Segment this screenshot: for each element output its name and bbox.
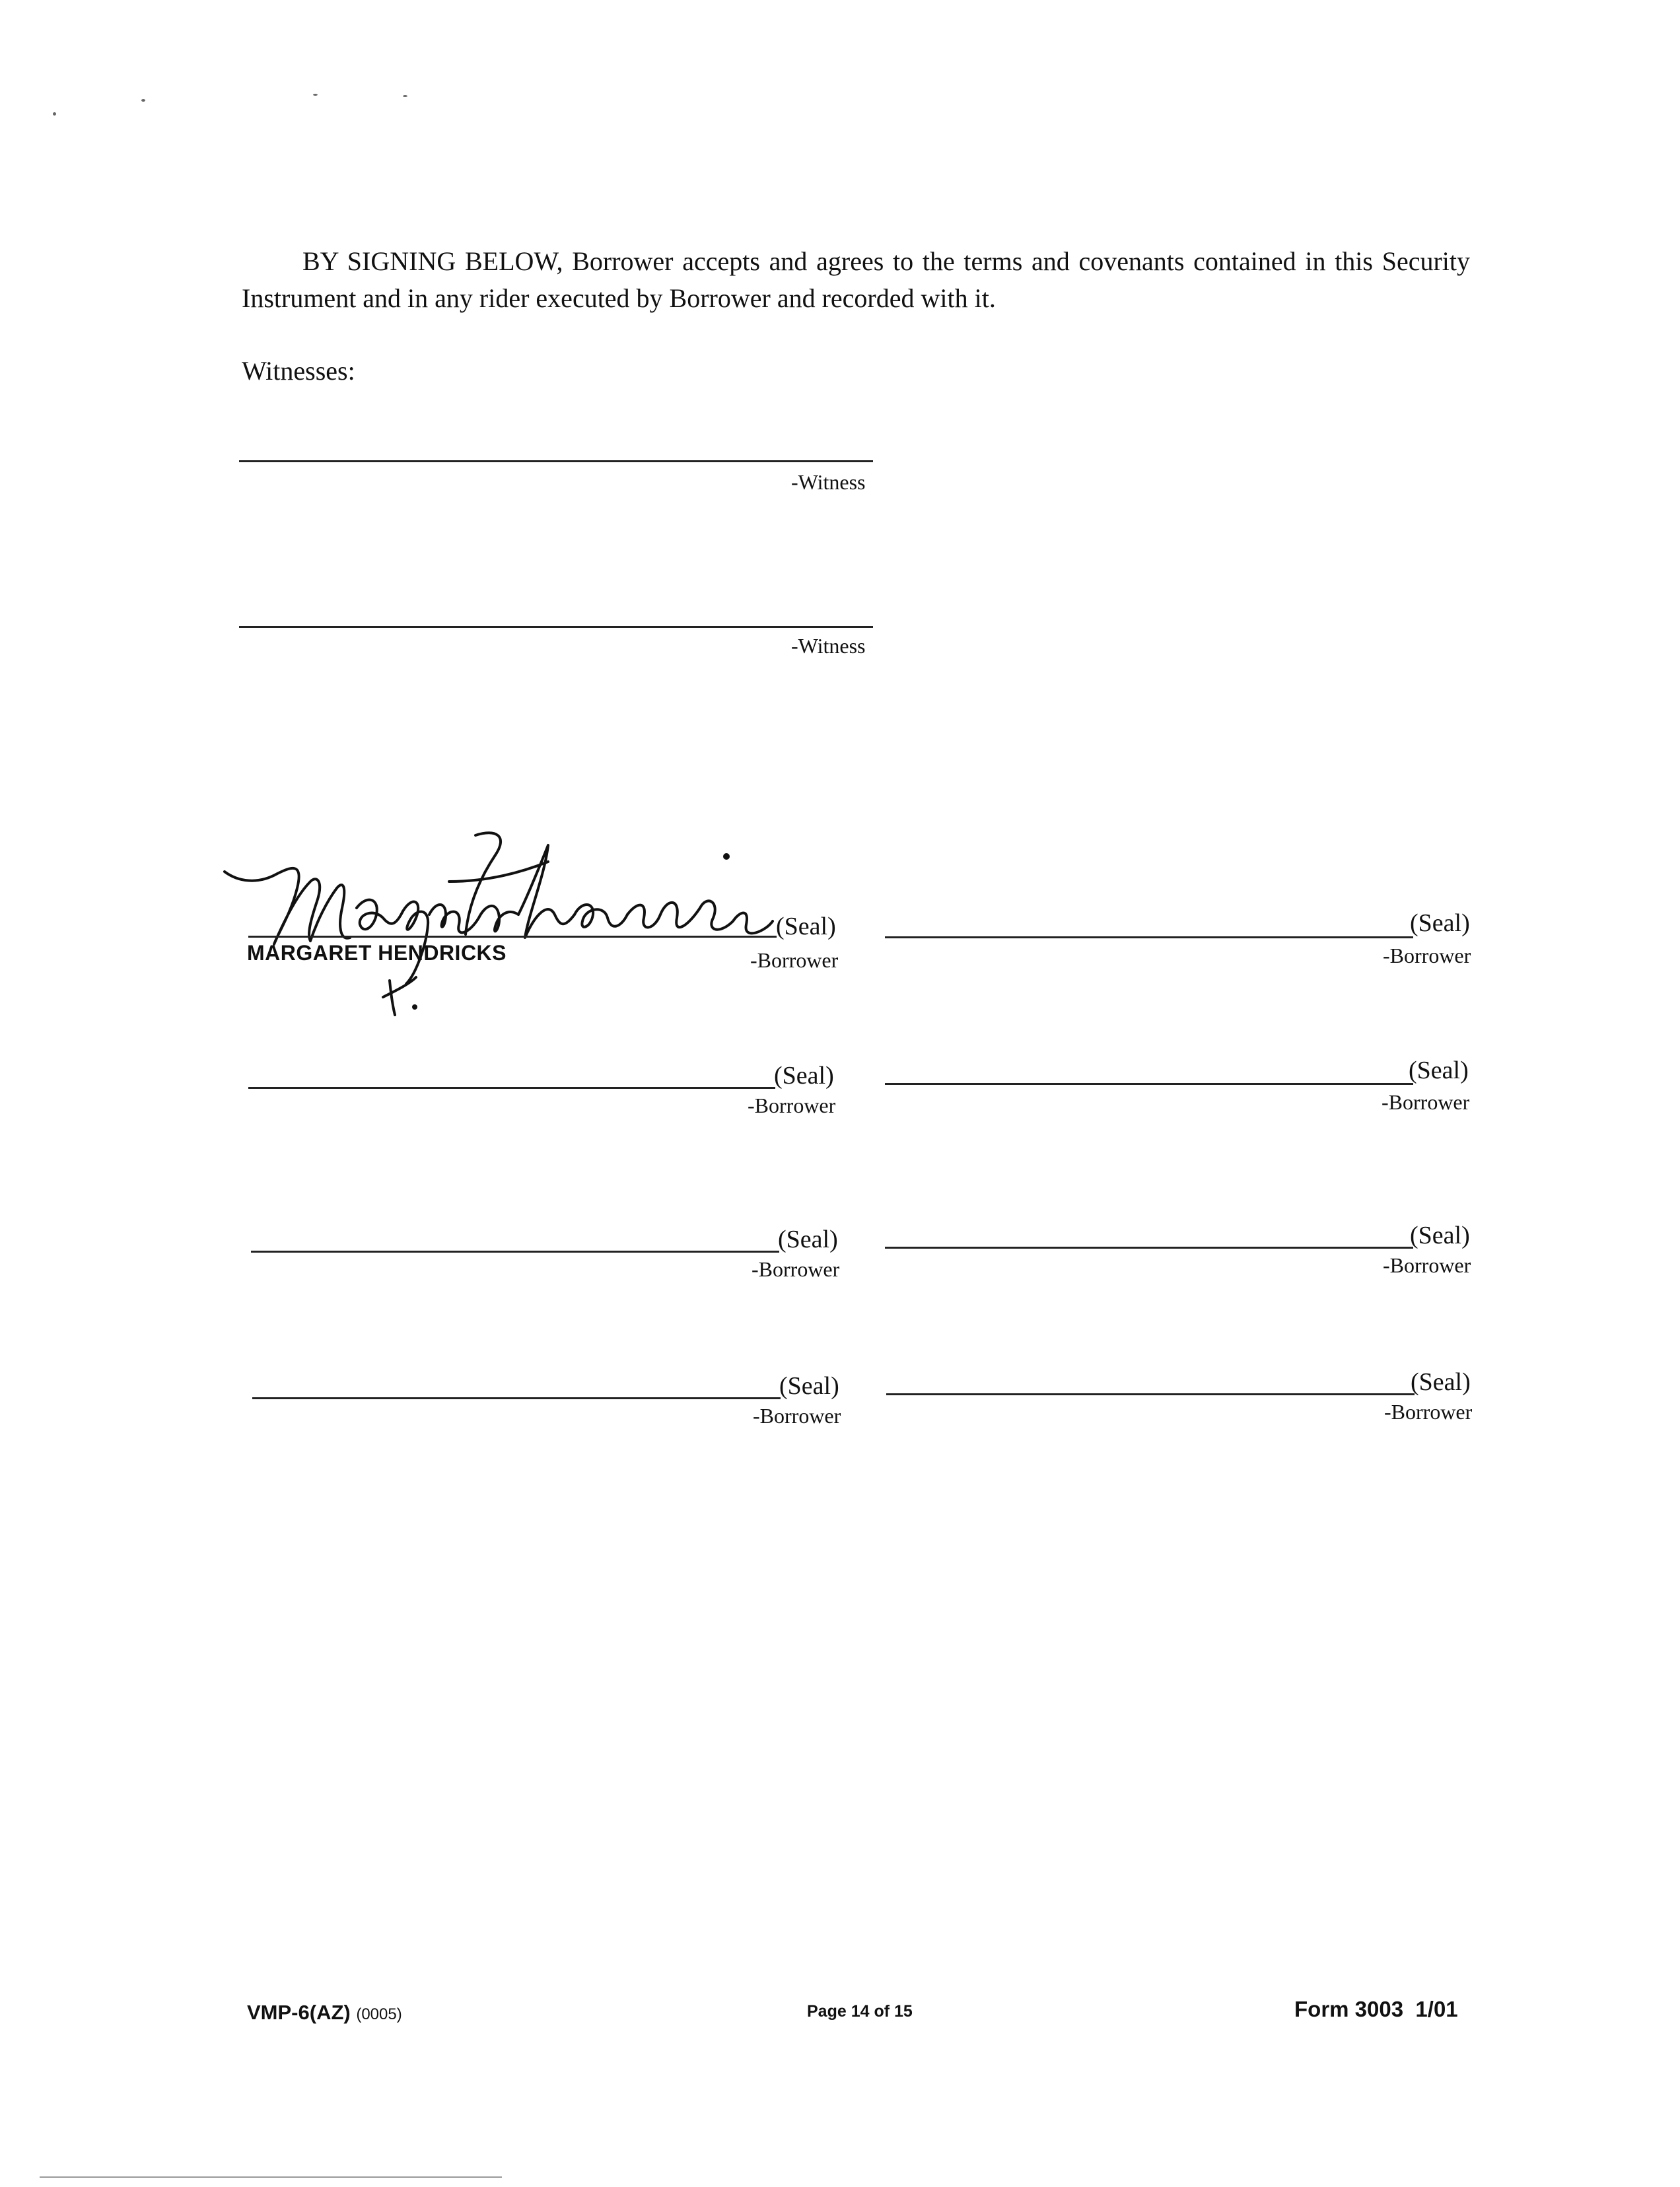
borrower-line-left-1[interactable] [248,936,777,938]
witness-line-1[interactable] [239,460,873,462]
footer-page-number: Page 14 of 15 [807,2002,913,2021]
seal-label-right-1: (Seal) [1410,909,1470,937]
role-label-left-4: -Borrower [753,1404,841,1428]
role-label-right-1: -Borrower [1383,944,1471,967]
seal-label-right-2: (Seal) [1409,1057,1469,1084]
borrower-line-left-4[interactable] [252,1397,781,1399]
borrower-line-right-1[interactable] [885,936,1413,938]
scan-speck [53,112,56,116]
signature-image [218,809,799,1020]
printed-borrower-name: MARGARET HENDRICKS [247,941,507,965]
borrower-line-left-3[interactable] [251,1251,779,1253]
borrower-line-right-2[interactable] [885,1083,1413,1085]
scan-speck [313,94,318,96]
footer-form-code [247,2001,402,2025]
seal-label-left-4: (Seal) [779,1372,839,1400]
borrower-line-right-3[interactable] [885,1247,1413,1249]
witness-caption-1: -Witness [791,470,866,494]
scan-bottom-rule [40,2176,502,2178]
role-label-left-3: -Borrower [752,1257,840,1281]
form-code: VMP-6(AZ) [247,2001,351,2024]
seal-label-left-2: (Seal) [774,1062,834,1090]
role-label-left-1: -Borrower [750,948,839,972]
role-label-right-4: -Borrower [1384,1400,1473,1424]
witness-caption-2: -Witness [791,634,866,658]
scan-speck [141,99,145,102]
role-label-right-2: -Borrower [1382,1090,1470,1114]
borrower-line-right-4[interactable] [886,1393,1415,1395]
witnesses-label: Witnesses: [242,356,355,386]
footer-form-number: Form 3003 1/01 [1294,1997,1458,2021]
form-code-suffix: (0005) [356,2005,402,2023]
role-label-right-3: -Borrower [1383,1253,1471,1277]
agreement-lead: BY SIGNING BELOW, [302,246,563,276]
seal-label-right-4: (Seal) [1411,1368,1471,1396]
role-label-left-2: -Borrower [748,1094,836,1117]
agreement-text: Borrower accepts and agrees to the terms and covenants contained in this Security Instrument and in any rider executed by Borrower and recorded with it. [242,246,1471,313]
scan-speck [403,95,407,97]
agreement-paragraph [242,243,1470,317]
borrower-line-left-2[interactable] [248,1087,775,1089]
seal-label-right-3: (Seal) [1410,1222,1470,1249]
seal-label-left-3: (Seal) [778,1226,838,1253]
witness-line-2[interactable] [239,626,873,628]
seal-label-left-1: (Seal) [776,913,836,940]
